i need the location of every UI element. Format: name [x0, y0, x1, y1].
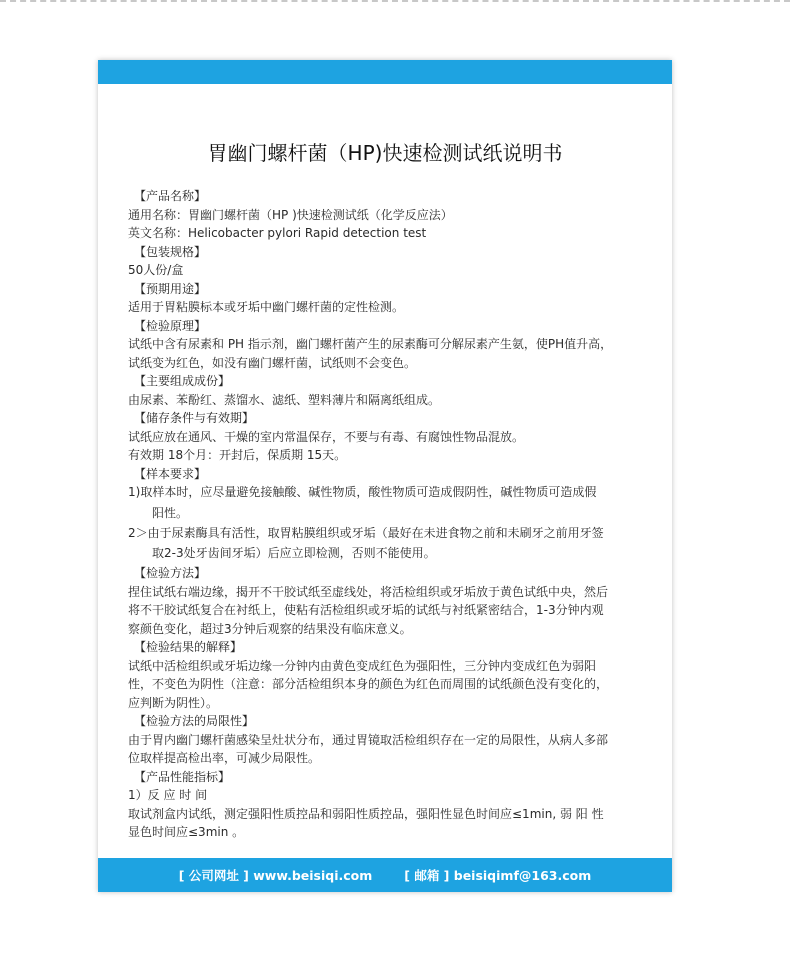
section-heading-storage: 【储存条件与有效期】: [134, 411, 255, 425]
text-line: 适用于胃粘膜标本或牙垢中幽门螺杆菌的定性检测。: [128, 300, 405, 314]
section-heading-principle: 【检验原理】: [134, 318, 207, 333]
text-line: 有效期 18个月：开封后，保质期 15天。: [128, 448, 347, 462]
text-line: 性，不变色为阴性（注意：部分活检组织本身的颜色为红色而周围的试纸颜色没有变化的，: [128, 677, 609, 691]
text-line: 1）反 应 时 间: [128, 788, 208, 802]
footer-color-bar: [98, 858, 672, 892]
text-line: 由尿素、苯酚红、蒸馏水、滤纸、塑料薄片和隔离纸组成。: [128, 392, 441, 407]
text-line: 取试剂盒内试纸，测定强阳性质控品和弱阳性质控品，强阳性显色时间应≤1min, 弱 阳 性: [128, 806, 604, 821]
text-line: 显色时间应≤3min 。: [128, 825, 245, 839]
text-line: 英文名称：Helicobacter pylori Rapid detection test: [128, 226, 427, 240]
text-line: 通用名称：胃幽门螺杆菌（HP )快速检测试纸（化学反应法）: [128, 207, 453, 222]
text-line: 捏住试纸右端边缘，揭开不干胶试纸至虚线处，将活检组织或牙垢放于黄色试纸中央，然后: [128, 584, 609, 599]
text-line: 应判断为阴性）。: [128, 695, 219, 710]
section-heading-intended-use: 【预期用途】: [134, 281, 207, 296]
text-line: 1)取样本时，应尽量避免接触酸、碱性物质，酸性物质可造成假阴性，碱性物质可造成假: [128, 485, 597, 499]
top-dashed-divider: [0, 0, 790, 2]
section-heading-composition: 【主要组成成份】: [134, 374, 231, 388]
header-color-bar: [98, 60, 672, 84]
text-line: 试纸中活检组织或牙垢边缘一分钟内由黄色变成红色为强阳性，三分钟内变成红色为弱阳: [128, 658, 597, 673]
section-heading-product-name: 【产品名称】: [134, 189, 207, 203]
text-line: 由于胃内幽门螺杆菌感染呈灶状分布，通过胃镜取活检组织存在一定的局限性，从病人多部: [128, 732, 609, 747]
section-heading-method: 【检验方法】: [134, 566, 207, 580]
text-line: 试纸应放在通风、干燥的室内常温保存，不要与有毒、有腐蚀性物品混放。: [128, 429, 525, 444]
instruction-sheet: [98, 60, 672, 892]
text-line: 将不干胶试纸复合在衬纸上，使粘有活检组织或牙垢的试纸与衬纸紧密结合，1-3分钟内观: [128, 603, 604, 617]
section-heading-limitation: 【检验方法的局限性】: [134, 714, 255, 728]
text-line: 阳性。: [152, 505, 189, 520]
footer-email: [ 邮箱 ] beisiqimf@163.com: [404, 868, 592, 883]
footer-website: [ 公司网址 ] www.beisiqi.com: [178, 868, 373, 883]
page-title: 胃幽门螺杆菌（HP)快速检测试纸说明书: [207, 141, 563, 165]
section-heading-package: 【包装规格】: [134, 244, 207, 259]
text-line: 取2-3处牙齿间牙垢）后应立即检测，否则不能使用。: [152, 546, 436, 560]
text-line: 50人份/盒: [128, 263, 184, 277]
section-heading-performance: 【产品性能指标】: [134, 769, 231, 784]
text-line: 试纸变为红色，如没有幽门螺杆菌，试纸则不会变色。: [128, 355, 417, 370]
section-heading-sample: 【样本要求】: [134, 466, 207, 481]
text-line: 2＞由于尿素酶具有活性，取胃粘膜组织或牙垢（最好在未进食物之前和未刷牙之前用牙签: [128, 525, 604, 540]
text-line: 试纸中含有尿素和 PH 指示剂，幽门螺杆菌产生的尿素酶可分解尿素产生氨，使PH值升高，: [128, 337, 613, 351]
section-heading-result: 【检验结果的解释】: [134, 640, 243, 654]
text-line: 位取样提高检出率，可减少局限性。: [128, 751, 321, 765]
text-line: 察颜色变化，超过3分钟后观察的结果没有临床意义。: [128, 621, 412, 636]
instruction-content: [128, 187, 668, 842]
